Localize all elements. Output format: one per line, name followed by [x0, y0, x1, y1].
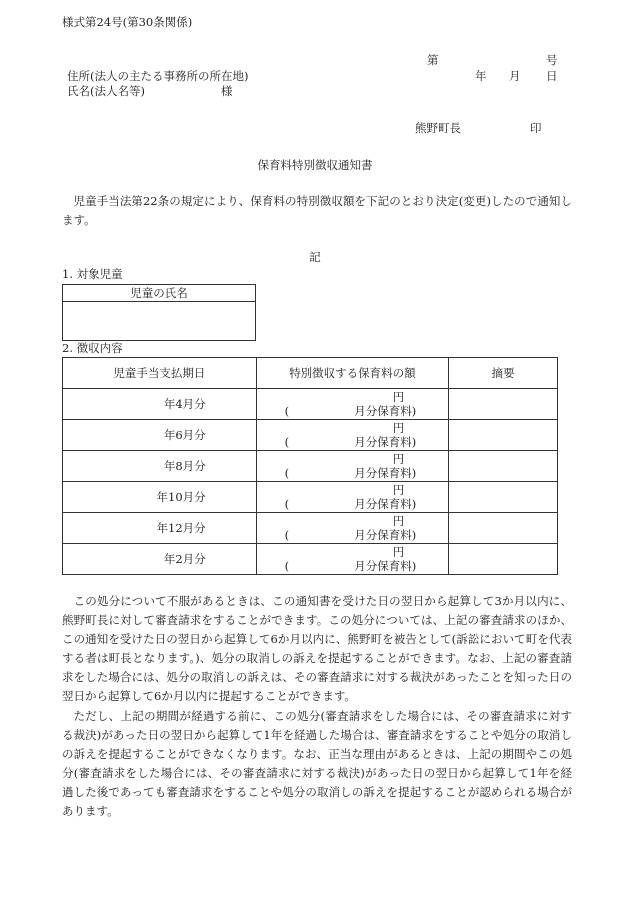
section1-heading: 1. 対象児童 — [62, 267, 123, 281]
remarks-cell[interactable] — [449, 544, 558, 575]
payment-period: 年12月分 — [63, 513, 257, 544]
amount-cell[interactable] — [256, 513, 449, 544]
amount-cell[interactable] — [256, 420, 449, 451]
ki-heading: 記 — [309, 250, 321, 264]
target-child-table — [62, 284, 256, 341]
sama: 様 — [221, 84, 233, 98]
child-name-header: 児童の氏名 — [63, 285, 256, 302]
col-remarks: 摘要 — [449, 358, 558, 389]
name-label: 氏名(法人名等) — [67, 84, 145, 98]
payment-period: 年6月分 — [63, 420, 257, 451]
doc-number-dai: 第 — [427, 53, 439, 67]
address-label: 住所(法人の主たる事務所の所在地) — [67, 69, 249, 83]
remarks-cell[interactable] — [449, 482, 558, 513]
amount-cell[interactable] — [256, 544, 449, 575]
month-fee-label: 月分保育料) — [354, 404, 417, 418]
table-row — [63, 544, 558, 575]
payment-period: 年4月分 — [63, 389, 257, 420]
month-fee-label: 月分保育料) — [354, 435, 417, 449]
table-row — [63, 420, 558, 451]
payment-period: 年2月分 — [63, 544, 257, 575]
amount-cell[interactable] — [256, 451, 449, 482]
month-fee-label: 月分保育料) — [354, 528, 417, 542]
paren-open: ( — [284, 559, 290, 573]
child-name-cell[interactable] — [63, 302, 256, 341]
intro-paragraph: 児童手当法第22条の規定により、保育料の特別徴収額を下記のとおり決定(変更)したので通知します。 — [62, 194, 572, 227]
paren-open: ( — [284, 435, 290, 449]
yen-label: 円 — [392, 483, 405, 497]
table-row — [63, 482, 558, 513]
table-row — [63, 451, 558, 482]
doc-number-go: 号 — [546, 53, 558, 67]
paren-open: ( — [284, 497, 290, 511]
amount-cell[interactable] — [256, 482, 449, 513]
notice-paragraph-1: この処分について不服があるときは、この通知書を受けた日の翌日から起算して3か月以内に、熊野町長に対して審査請求をすることができます。この処分については、上記の審査請求のほか、この通知を受けた日の翌日から起算して6か月以内に、熊野町を被告として(訴訟において町を代表する者は町長となります。)、処分の取消しの訴えを提起することができます。なお、上記の審査請求をした場合には、処分の取消しの訴えは、その審査請求に対する裁決があったことを知った日の翌日から起算して6か月以内に提起することができます。 — [62, 594, 572, 703]
payment-period: 年10月分 — [63, 482, 257, 513]
collection-table — [62, 357, 558, 575]
table-row — [63, 389, 558, 420]
yen-label: 円 — [392, 545, 405, 559]
yen-label: 円 — [392, 390, 405, 404]
page-title: 保育料特別徴収通知書 — [257, 158, 373, 172]
payment-period: 年8月分 — [63, 451, 257, 482]
remarks-cell[interactable] — [449, 389, 558, 420]
date-year: 年 — [475, 69, 487, 83]
remarks-cell[interactable] — [449, 420, 558, 451]
yen-label: 円 — [392, 514, 405, 528]
notice-paragraph-2: ただし、上記の期間が経過する前に、この処分(審査請求をした場合には、その審査請求に対する裁決)があった日の翌日から起算して1年を経過した場合は、審査請求をすることや処分の取消しの訴えを提起することができなくなります。なお、正当な理由があるときは、上記の期間やこの処分(審査請求をした場合には、その審査請求に対する裁決)があった日の翌日から起算して1年を経過した後であっても審査請求をすることや処分の取消しの訴えを提起することが認められる場合があります。 — [62, 709, 572, 818]
section2-heading: 2. 徴収内容 — [62, 341, 123, 355]
col-payment-date: 児童手当支払期日 — [63, 358, 257, 389]
col-special-amount: 特別徴収する保育料の額 — [256, 358, 449, 389]
month-fee-label: 月分保育料) — [354, 466, 417, 480]
paren-open: ( — [284, 528, 290, 542]
month-fee-label: 月分保育料) — [354, 497, 417, 511]
mayor-title: 熊野町長 — [415, 121, 461, 135]
yen-label: 円 — [392, 421, 405, 435]
remarks-cell[interactable] — [449, 451, 558, 482]
form-number: 様式第24号(第30条関係) — [62, 15, 193, 29]
paren-open: ( — [284, 466, 290, 480]
paren-open: ( — [284, 404, 290, 418]
remarks-cell[interactable] — [449, 513, 558, 544]
amount-cell[interactable] — [256, 389, 449, 420]
yen-label: 円 — [392, 452, 405, 466]
month-fee-label: 月分保育料) — [354, 559, 417, 573]
seal-mark: 印 — [530, 121, 542, 135]
date-day: 日 — [546, 69, 558, 83]
table-row — [63, 513, 558, 544]
date-month: 月 — [509, 69, 521, 83]
